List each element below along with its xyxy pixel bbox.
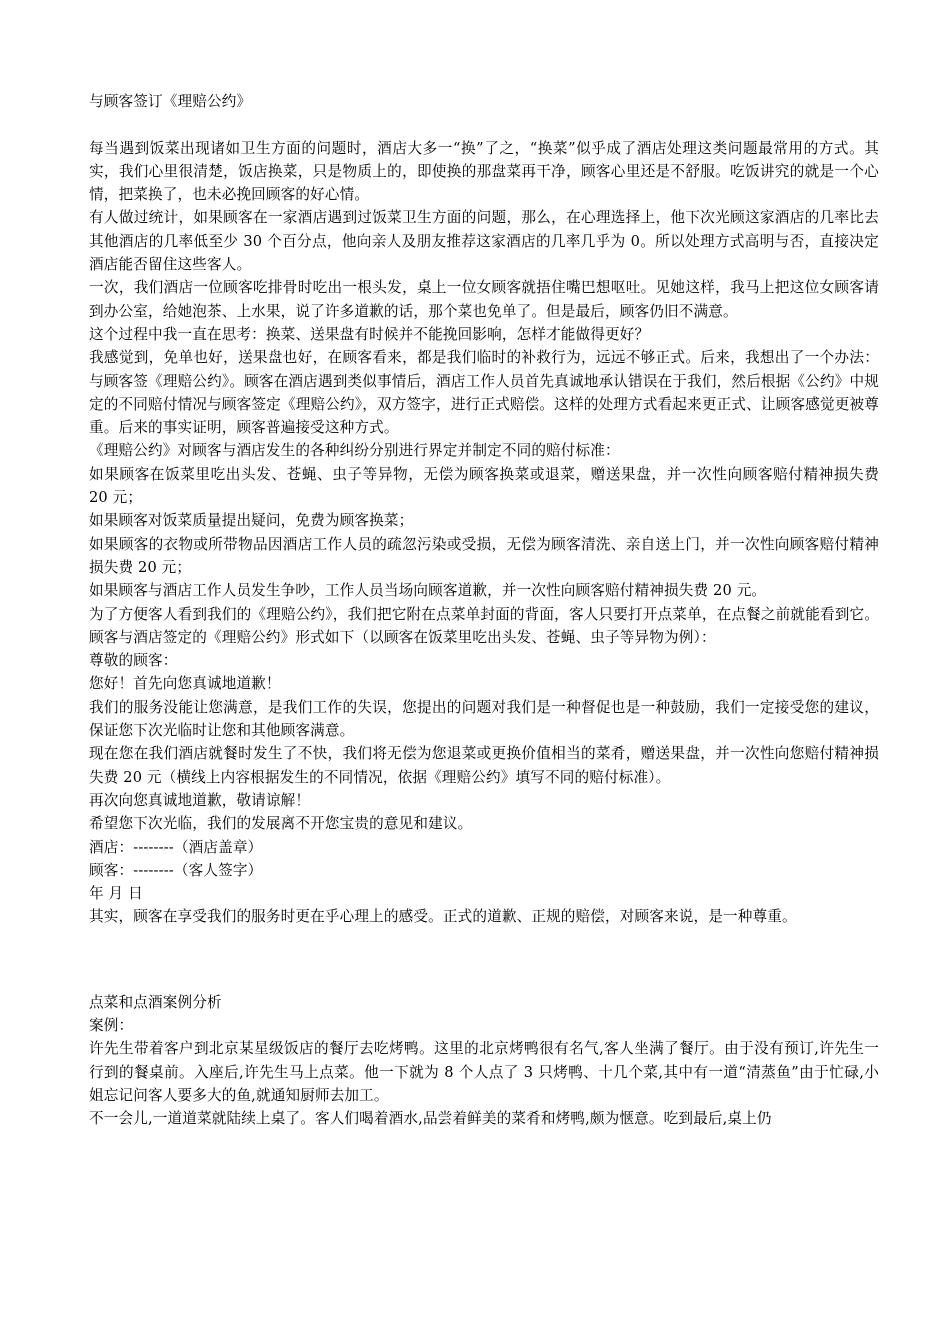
paragraph: 其实，顾客在享受我们的服务时更在乎心理上的感受。正式的道歉、正规的赔偿，对顾客来说，是一种尊重。 [89,908,797,926]
paragraph: 许先生带着客户到北京某星级饭店的餐厅去吃烤鸭。这里的北京烤鸭很有名气,客人坐满了餐厅。由于没有预订,许先生一行到的餐桌前。入座后,许先生马上点菜。他一下就为 8 个人点了 3 只烤鸭、十几个菜,其中有一道“清蒸鱼”由于忙碌,小姐忘记问客人要多大的鱼,就通知厨师去加工。 [89,1040,879,1104]
section-title: 与顾客签订《理赔公约》 [89,93,252,110]
paragraph: 《理赔公约》对顾客与酒店发生的各种纠纷分别进行界定并制定不同的赔付标准： [89,442,620,460]
paragraph: 如果顾客在饭菜里吃出头发、苍蝇、虫子等异物，无偿为顾客换菜或退菜，赠送果盘，并一次性向顾客赔付精神损失费 20 元； [89,465,879,507]
paragraph: 年 月 日 [89,885,143,903]
blank-line [89,113,879,136]
paragraph: 酒店：--------（酒店盖章） [89,838,263,856]
paragraph: 现在您在我们酒店就餐时发生了不快，我们将无偿为您退菜或更换价值相当的菜肴，赠送果盘，并一次性向您赔付精神损失费 20 元（横线上内容根据发生的不同情况，依据《理赔公约》填写不同的赔付标准）。 [89,745,879,786]
paragraph: 一次，我们酒店一位顾客吃排骨时吃出一根头发，桌上一位女顾客就捂住嘴巴想呕吐。见她这样，我马上把这位女顾客请到办公室，给她泡茶、上水果，说了许多道歉的话，那个菜也免单了。但是最后，顾客仍旧不满意。 [89,279,879,320]
paragraph: 每当遇到饭菜出现诸如卫生方面的问题时，酒店大多一“换”了之，“换菜”似乎成了酒店处理这类问题最常用的方式。其实，我们心里很清楚，饭店换菜，只是物质上的，即使换的那盘菜再干净，顾客心里还是不舒服。吃饭讲究的就是一个心情，把菜换了，也未必挽回顾客的好心情。 [89,139,879,204]
blank-lines [89,929,879,991]
paragraph: 我们的服务没能让您满意，是我们工作的失误，您提出的问题对我们是一种督促也是一种鼓励，我们一定接受您的建议，保证您下次光临时让您和其他顾客满意。 [89,698,879,740]
document-page [89,90,879,1130]
section-title: 点菜和点酒案例分析 [89,993,222,1011]
paragraph: 案例： [89,1016,134,1034]
paragraph: 如果顾客的衣物或所带物品因酒店工作人员的疏忽污染或受损，无偿为顾客清洗、亲自送上门，并一次性向顾客赔付精神损失费 20 元； [89,535,879,576]
paragraph: 有人做过统计，如果顾客在一家酒店遇到过饭菜卫生方面的问题，那么，在心理选择上，他下次光顾这家酒店的几率比去其他酒店的几率低至少 30 个百分点，他向亲人及朋友推荐这家酒店的几率几乎为 0。所以处理方式高明与否，直接决定酒店能否留住这些客人。 [89,209,879,274]
paragraph: 尊敬的顾客： [89,652,178,670]
paragraph: 如果顾客对饭菜质量提出疑问，免费为顾客换菜； [89,512,414,530]
paragraph: 再次向您真诚地道歉，敬请谅解！ [89,791,311,809]
paragraph: 如果顾客与酒店工作人员发生争吵，工作人员当场向顾客道歉，并一次性向顾客赔付精神损失费 20 元。 [89,582,767,600]
paragraph: 这个过程中我一直在思考：换菜、送果盘有时候并不能挽回影响，怎样才能做得更好？ [89,325,650,343]
paragraph: 为了方便客人看到我们的《理赔公约》，我们把它附在点菜单封面的背面，客人只要打开点菜单，在点餐之前就能看到它。顾客与酒店签定的《理赔公约》形式如下（以顾客在饭菜里吃出头发、苍蝇、虫子等异物为例）： [89,605,879,646]
paragraph: 我感觉到，免单也好，送果盘也好，在顾客看来，都是我们临时的补救行为，远远不够正式。后来，我想出了一个办法：与顾客签《理赔公约》。顾客在酒店遇到类似事情后，酒店工作人员首先真诚地承认错误在于我们，然后根据《公约》中规定的不同赔付情况与顾客签定《理赔公约》，双方签字，进行正式赔偿。这样的处理方式看起来更正式、让顾客感觉更被尊重。后来的事实证明，顾客普遍接受这种方式。 [89,349,879,437]
paragraph: 顾客：--------（客人签字） [89,861,263,879]
paragraph: 希望您下次光临，我们的发展离不开您宝贵的意见和建议。 [89,815,473,833]
paragraph: 不一会儿,一道道菜就陆续上桌了。客人们喝着酒水,品尝着鲜美的菜肴和烤鸭,颇为惬意。吃到最后,桌上仍 [89,1110,772,1128]
paragraph: 您好！首先向您真诚地道歉！ [89,675,281,693]
